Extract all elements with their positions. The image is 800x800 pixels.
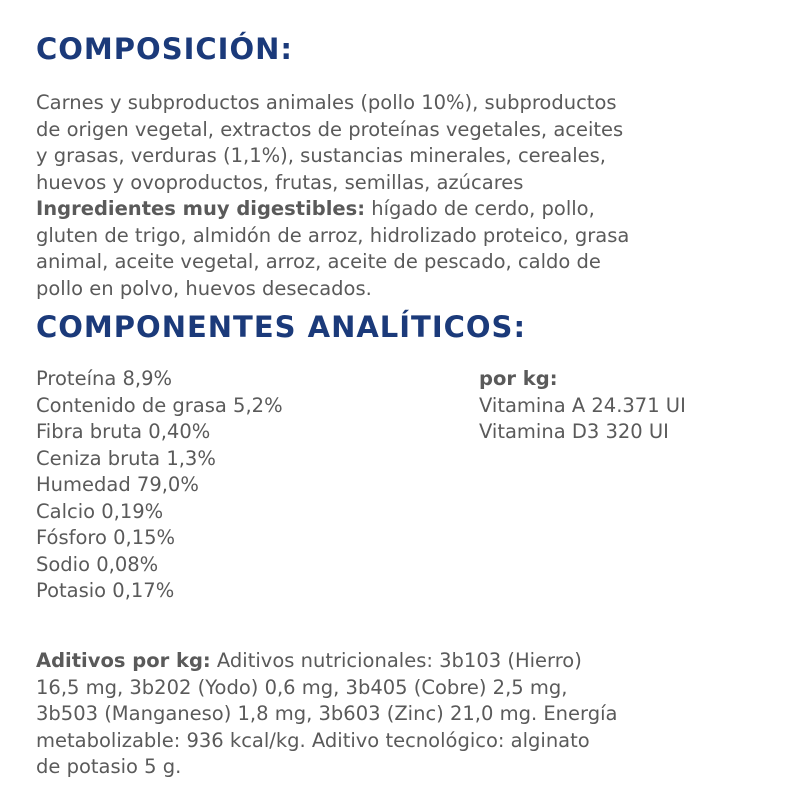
- composition-line: de origen vegetal, extractos de proteínas vegetales, aceites: [36, 117, 624, 141]
- composition-line: Carnes y subproductos animales (pollo 10%), subproductos: [36, 91, 617, 114]
- analytic-item: Fósforo 0,15%: [36, 526, 176, 549]
- additives-line: de potasio 5 g.: [36, 755, 182, 778]
- composition-line: huevos y ovoproductos, frutas, semillas, azúcares: [36, 170, 524, 194]
- analytic-item: Humedad 79,0%: [36, 473, 199, 496]
- digestible-line: animal, aceite vegetal, arroz, aceite de pescado, caldo de: [36, 250, 601, 273]
- analytic-item: Potasio 0,17%: [36, 579, 175, 602]
- digestible-line: pollo en polvo, huevos desecados.: [36, 276, 372, 300]
- digestible-ingredients-label: Ingredientes muy digestibles:: [36, 197, 366, 220]
- analytic-item: Calcio 0,19%: [36, 499, 164, 523]
- additives-line: 16,5 mg, 3b202 (Yodo) 0,6 mg, 3b405 (Cobre) 2,5 mg,: [36, 675, 568, 699]
- additives-text: [36, 648, 776, 781]
- additives-line: 3b503 (Manganeso) 1,8 mg, 3b603 (Zinc) 21,0 mg. Energía: [36, 702, 618, 725]
- analytics-list: [36, 366, 283, 605]
- digestible-line: gluten de trigo, almidón de arroz, hidrolizado proteico, grasa: [36, 223, 630, 247]
- analytic-item: Contenido de grasa 5,2%: [36, 393, 283, 417]
- analytic-item: Fibra bruta 0,40%: [36, 420, 211, 443]
- additives-label: Aditivos por kg:: [36, 649, 211, 672]
- analytic-item: Ceniza bruta 1,3%: [36, 446, 216, 470]
- vitamin-item: Vitamina D3 320 UI: [479, 420, 669, 443]
- additives-first-line: [36, 648, 776, 675]
- per-kg-label: por kg:: [479, 367, 558, 390]
- digestible-ingredients-text: hígado de cerdo, pollo,: [365, 197, 595, 220]
- composition-heading: COMPOSICIÓN:: [36, 32, 293, 66]
- per-kg-list: [479, 366, 686, 446]
- analytic-item: Sodio 0,08%: [36, 552, 159, 576]
- analytic-item: Proteína 8,9%: [36, 367, 173, 390]
- additives-line: metabolizable: 936 kcal/kg. Aditivo tecnológico: alginato: [36, 728, 590, 752]
- digestible-ingredients-line: [36, 196, 776, 223]
- composition-line: y grasas, verduras (1,1%), sustancias minerales, cereales,: [36, 144, 606, 167]
- vitamin-item: Vitamina A 24.371 UI: [479, 393, 686, 417]
- additives-first-text: Aditivos nutricionales: 3b103 (Hierro): [210, 649, 582, 672]
- analytics-heading: COMPONENTES ANALÍTICOS:: [36, 310, 527, 344]
- composition-text: [36, 90, 776, 302]
